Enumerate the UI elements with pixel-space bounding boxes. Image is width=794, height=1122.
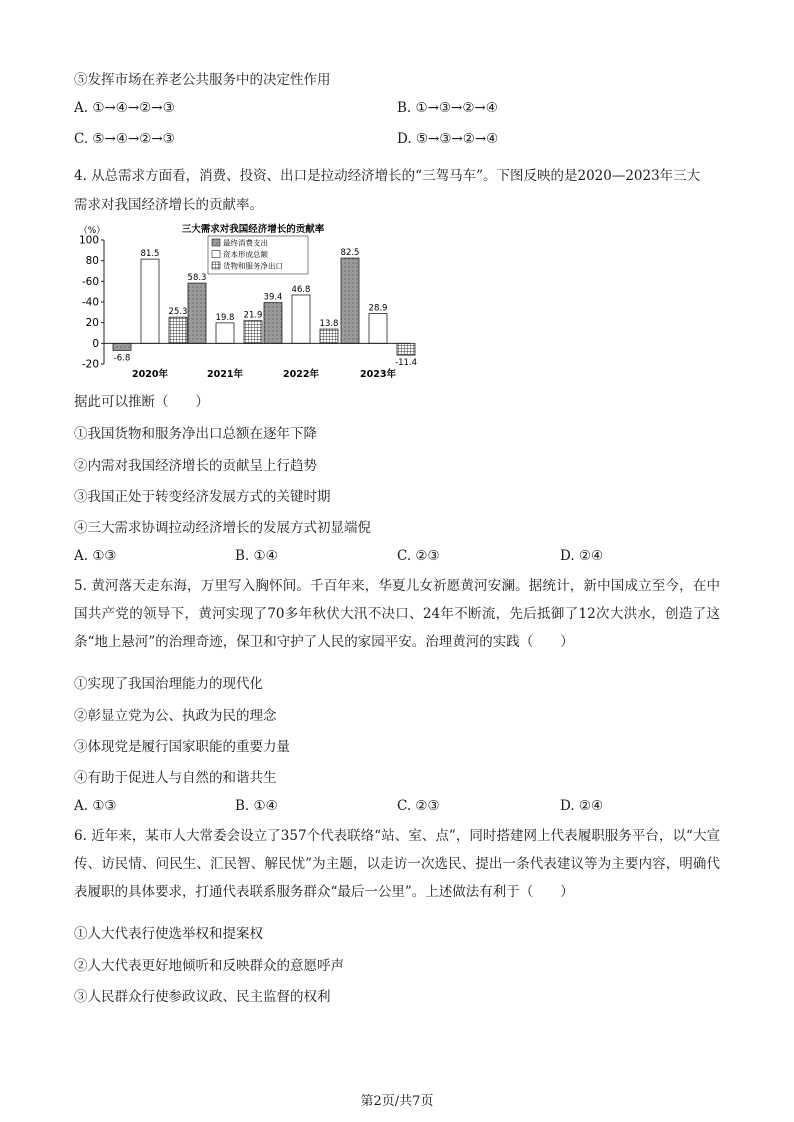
x-category-label: 2023年 [360,369,396,380]
x-category-label: 2022年 [283,369,319,380]
bar [216,323,234,343]
q4-item-4: ④三大需求协调拉动经济增长的发展方式初显端倪 [74,520,371,536]
q6-item-3: ③人民群众行使参政议政、民主监督的权利 [74,989,331,1005]
q5-option-a: A. ①③ [74,798,117,814]
bar [141,259,159,343]
legend-entry: 资本形成总额 [223,250,268,259]
q4-option-c: C. ②③ [397,548,440,564]
bar [113,343,131,350]
q3-option-a: A. ①→④→②→③ [74,100,175,116]
bar-value-label: 39.4 [263,292,283,303]
q5-option-b: B. ①④ [235,798,278,814]
page-footer: 第2页/共7页 [360,1094,434,1109]
q4-item-3: ③我国正处于转变经济发展方式的关键时期 [74,489,331,505]
bar [244,321,262,344]
q5-item-2: ②彰显立党为公、执政为民的理念 [74,708,277,724]
q4-option-a: A. ①③ [74,548,117,564]
y-tick-label: 0 [92,337,99,350]
y-tick-label: -40 [81,296,99,309]
y-tick-label: -20 [81,358,99,371]
q4-option-d: D. ②④ [560,548,604,564]
q5-item-3: ③体现党是履行国家职能的重要力量 [74,739,290,755]
bar-value-label: 13.8 [319,319,339,330]
q4-item-2: ②内需对我国经济增长的贡献呈上行趋势 [74,458,317,474]
bar-value-label: 82.5 [340,248,360,259]
bar-value-label: 46.8 [291,284,311,295]
y-tick-label: -60 [81,275,99,288]
chart-x-axis [104,343,410,380]
bar-value-label: -6.8 [113,353,131,364]
bar [397,343,415,355]
x-category-label: 2021年 [207,369,243,380]
bar [369,313,387,343]
q4-question: 据此可以推断（ ） [74,394,209,410]
q5-option-d: D. ②④ [560,798,604,814]
q5-item-1: ①实现了我国治理能力的现代化 [74,676,263,692]
legend-swatch [212,262,220,269]
q6-item-2: ②人大代表更好地倾听和反映群众的意愿呼声 [74,958,344,974]
bar [320,329,338,343]
bar [188,283,206,343]
q3-option-d: D. ⑤→③→②→④ [397,131,499,147]
q4-option-b: B. ①④ [235,548,278,564]
bar-value-label: 58.3 [187,273,207,284]
y-tick-label: 20 [85,317,99,330]
bar-value-label: 81.5 [140,249,160,260]
bar-value-label: 28.9 [368,303,388,314]
legend-swatch [212,239,220,246]
bar-value-label: 25.3 [168,307,188,318]
y-tick-label: 100 [78,234,99,247]
contribution-bar-chart [68,222,418,382]
y-tick-label: 80 [85,255,99,268]
chart-legend [208,236,308,274]
legend-entry: 货物和服务净出口 [223,261,283,271]
q5-stem: 5. 黄河落天走东海，万里写入胸怀间。千百年来，华夏儿女祈愿黄河安澜。据统计，新中国成立至今，在中国共产党的领导下，黄河实现了70多年秋伏大汛不决口、24年不断流，先后抵御了12次大洪水，创造了这条“地上悬河”的治理奇迹，保卫和守护了人民的家园平安。治理黄河的实践（ ） [74,578,720,650]
bar-value-label: -11.4 [395,358,417,369]
q4-stem-line2: 需求对我国经济增长的贡献率。 [74,197,263,213]
q5-option-c: C. ②③ [397,798,440,814]
bar [341,258,359,343]
bar-value-label: 21.9 [243,310,263,321]
q3-item-5: ⑤发挥市场在养老公共服务中的决定性作用 [74,72,331,88]
chart-y-axis [79,235,104,371]
q3-option-b: B. ①→③→②→④ [397,100,498,116]
q4-item-1: ①我国货物和服务净出口总额在逐年下降 [74,426,317,442]
bar [264,303,282,344]
q3-option-c: C. ⑤→④→②→③ [74,131,175,147]
x-category-label: 2020年 [132,369,168,380]
bar-value-label: 19.8 [215,312,235,323]
legend-swatch [212,251,220,258]
bar [169,317,187,343]
q5-item-4: ④有助于促进人与自然的和谐共生 [74,770,277,786]
legend-entry: 最终消费支出 [223,238,268,248]
chart-title: 三大需求对我国经济增长的贡献率 [181,224,325,235]
q6-stem: 6. 近年来，某市人大常委会设立了357个代表联络“站、室、点”，同时搭建网上代表履职服务平台，以“大宣传、访民情、问民生、汇民智、解民忧”为主题，以走访一次选民、提出一条代表建议等为主要内容，明确代表履职的具体要求，打通代表联系服务群众“最后一公里”。上述做法有利于（ ） [74,828,720,900]
chart-ylabel: （%） [78,226,106,236]
bar [292,295,310,343]
q4-stem-line1: 4. 从总需求方面看，消费、投资、出口是拉动经济增长的“三驾马车”。下图反映的是2020—2023年三大 [74,168,701,184]
q6-item-1: ①人大代表行使选举权和提案权 [74,926,263,942]
